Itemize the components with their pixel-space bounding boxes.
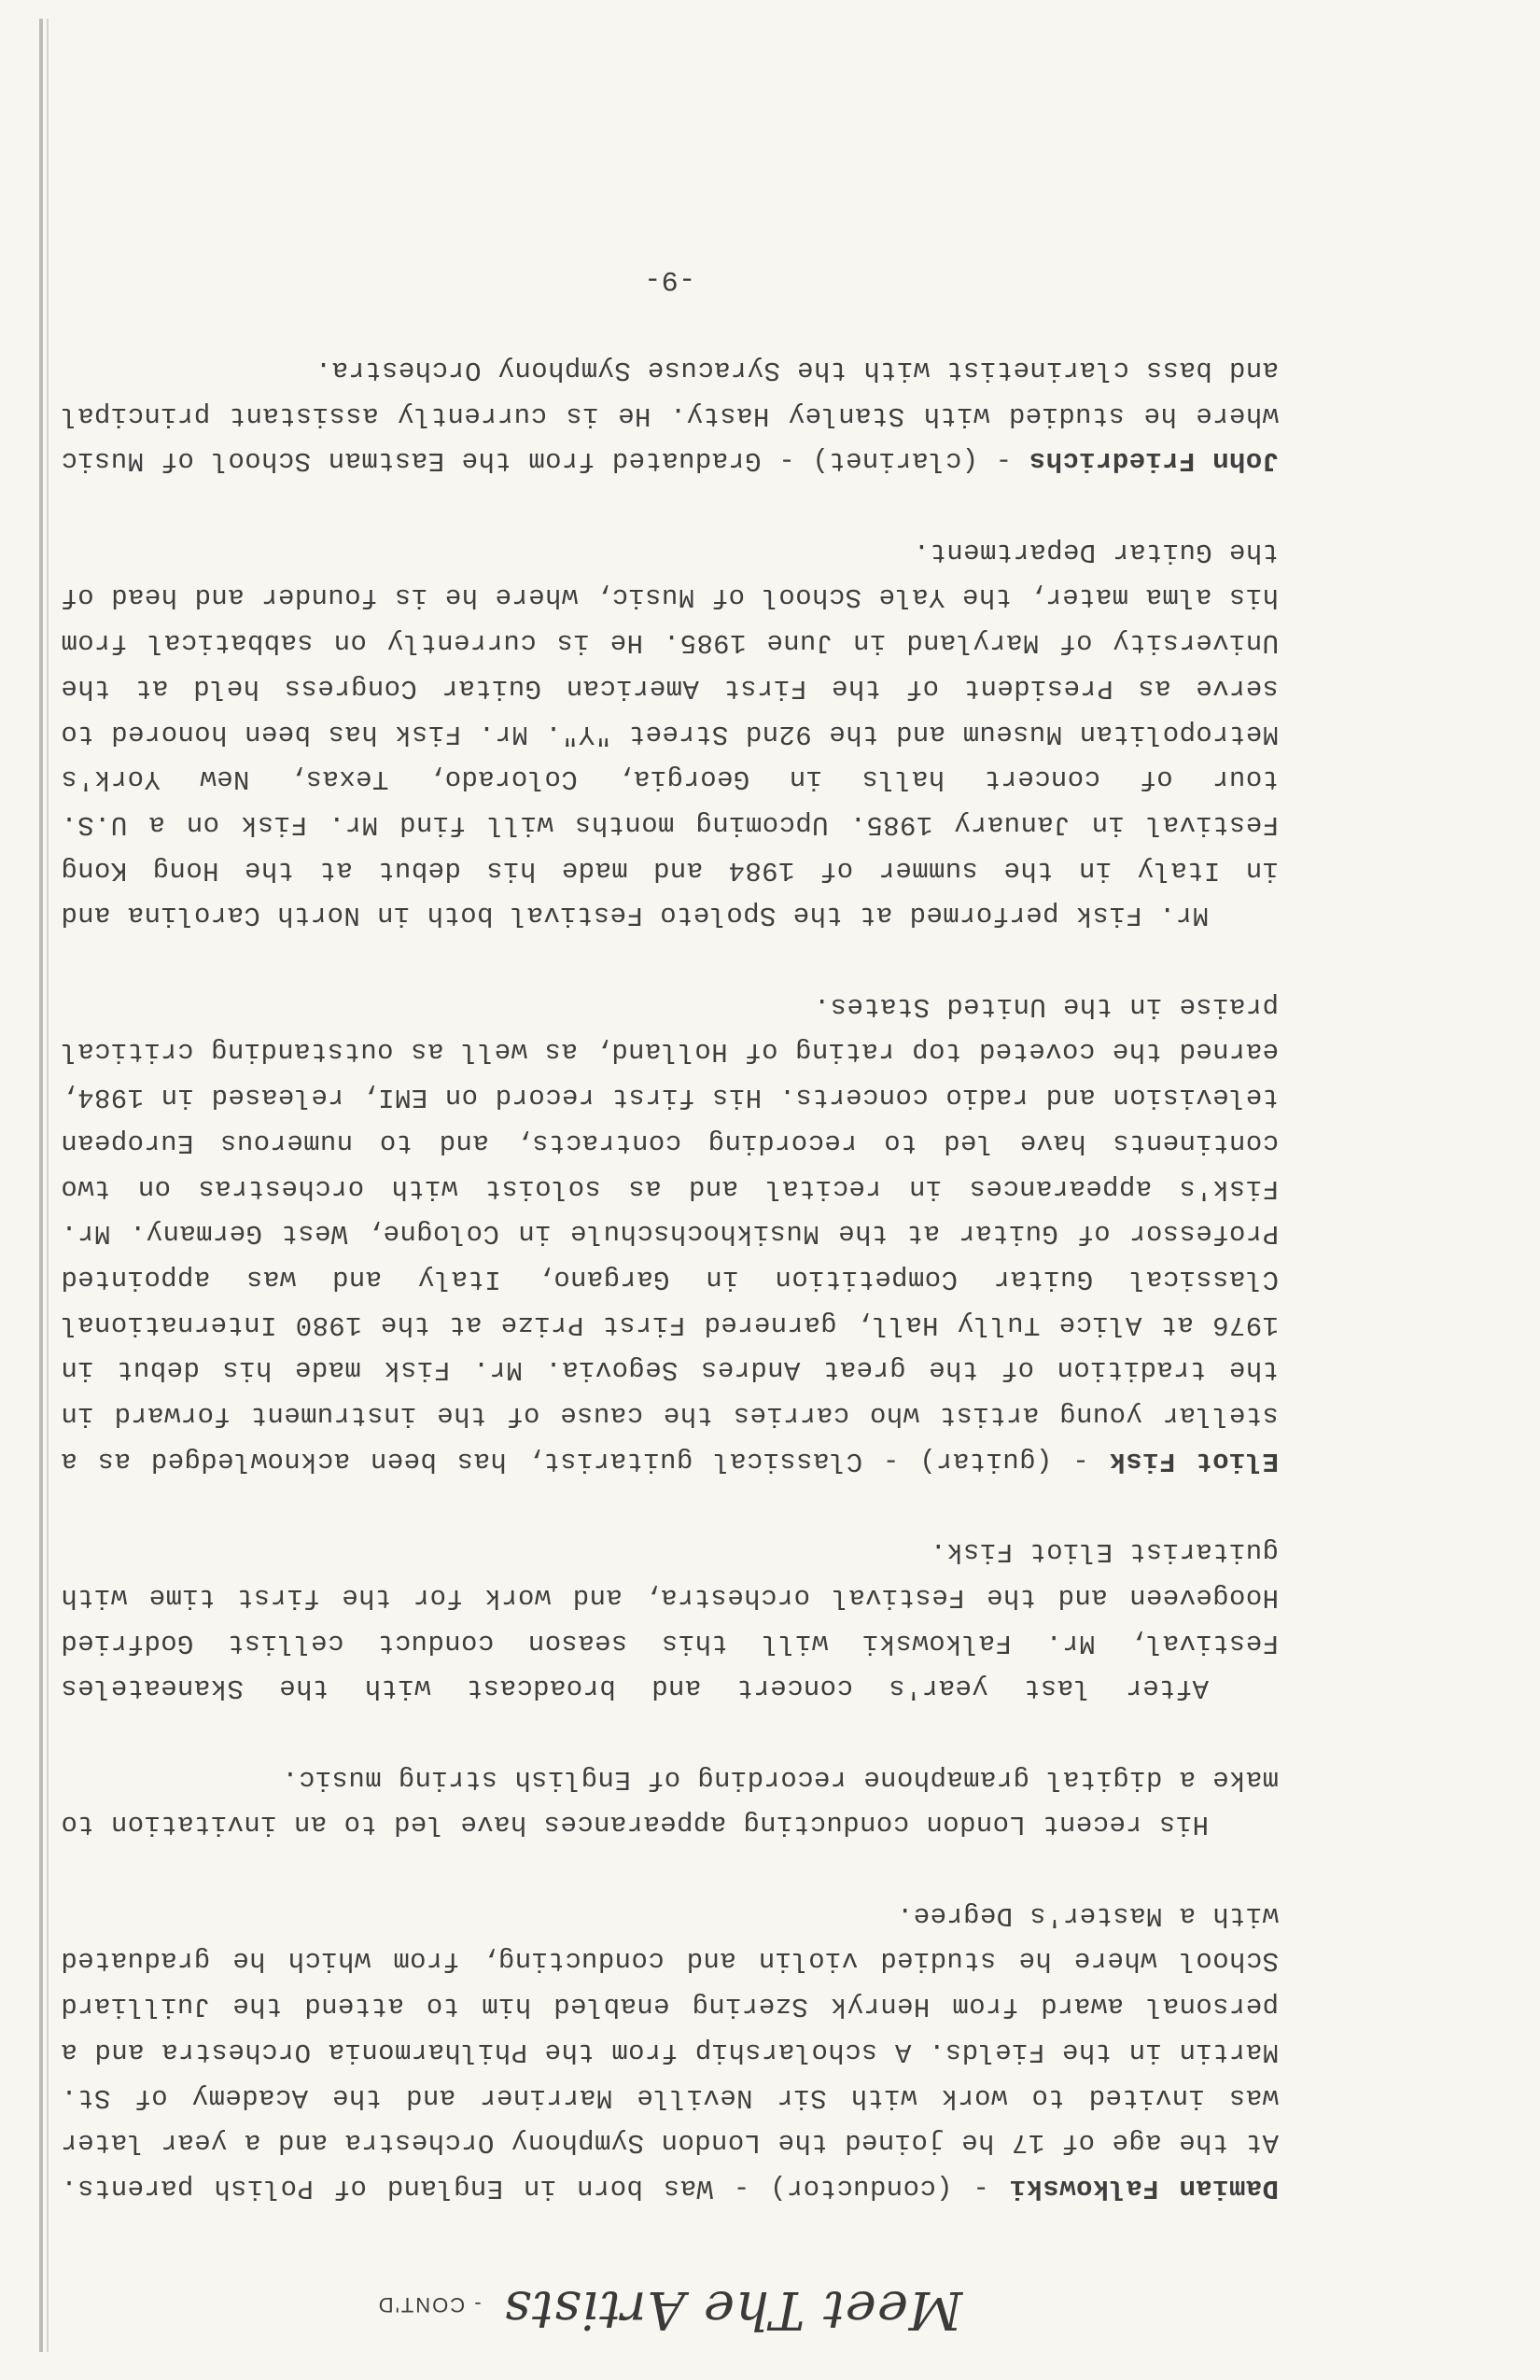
document-body	[61, 256, 1279, 2340]
bio-text: Mr. Fisk performed at the Spoleto Festival both in North Carolina and in Italy in the summer of 1984 and made his debut at the Hong Kong Festival in January 1985. Upcoming months will find Mr. Fisk on a U.S. tour of concert halls in Georgia, Colorado, Texas, New York's Metropolitan Museum and the 92nd Street "Y". Mr. Fisk has been honored to serve as President of the First American Guitar Congress held at the University of Maryland in June 1985. He is currently on sabbatical from his alma mater, the Yale School of Music, where he is founder and head of the Guitar Department.	[61, 536, 1279, 931]
bio-paragraph-falkowski-recordings	[61, 1756, 1279, 1846]
bio-paragraph-friedrichs	[61, 346, 1279, 483]
artist-name: John Friedrichs	[1029, 445, 1279, 477]
bio-text: His recent London conducting appearances have led to an invitation to make a digital gramaphone recording of English string music.	[61, 1763, 1279, 1841]
bio-paragraph-falkowski	[61, 1892, 1279, 2210]
artist-name: Damian Falkowski	[1009, 2173, 1279, 2204]
bio-text: - (guitar) - Classical guitarist, has been acknowledged as a stellar young artist who carries the cause of the instrument forward in the tradition of the great Andres Segovia. Mr. Fisk made his debut in 1976 at Alice Tully Hall, garnered First Prize at the 1980 International Classical Guitar Competition in Gargano, Italy and was appointed Professor of Guitar at the Musikhochschule in Cologne, West Germany. Mr. Fisk's appearances in recital and as soloist with orchestras on two continents have led to recording contracts, and to numerous European television and radio concerts. His first record on EMI, released in 1984, earned the coveted top rating of Holland, as well as outstanding critical praise in the United States.	[61, 990, 1279, 1477]
bio-paragraph-falkowski-festival	[61, 1528, 1279, 1710]
page-header	[61, 2246, 1279, 2340]
bio-paragraph-fisk	[61, 983, 1279, 1483]
artist-name: Eliot Fisk	[1109, 1445, 1279, 1477]
header-contd: - CONT'D	[376, 2293, 482, 2317]
header-title: Meet The Artists	[503, 2279, 963, 2340]
bio-text: - (conductor) - Was born in England of Polish parents. At the age of 17 he joined the London Symphony Orchestra and a year later was invited to work with Sir Neville Marriner and the Academy of St. Martin in the Fields. A scholarship from the Philharmonia Orchestra and a personal award from Henryk Szering enabled him to attend the Juilliard School where he studied violin and conducting, from which he graduated with a Master's Degree.	[61, 1899, 1279, 2204]
bio-text: After last year's concert and broadcast with the Skaneateles Festival, Mr. Falkowski will this season conduct cellist Godfried Hoogeveen and the Festival orchestra, and work for the first time with guitarist Eliot Fisk.	[61, 1536, 1279, 1704]
bio-text: - (clarinet) - Graduated from the Eastman School of Music where he studied with Stanley Hasty. He is currently assistant principal and bass clarinetist with the Syracuse Symphony Orchestra.	[61, 354, 1279, 477]
bio-paragraph-fisk-tours	[61, 528, 1279, 937]
page-number: -9-	[643, 262, 696, 295]
